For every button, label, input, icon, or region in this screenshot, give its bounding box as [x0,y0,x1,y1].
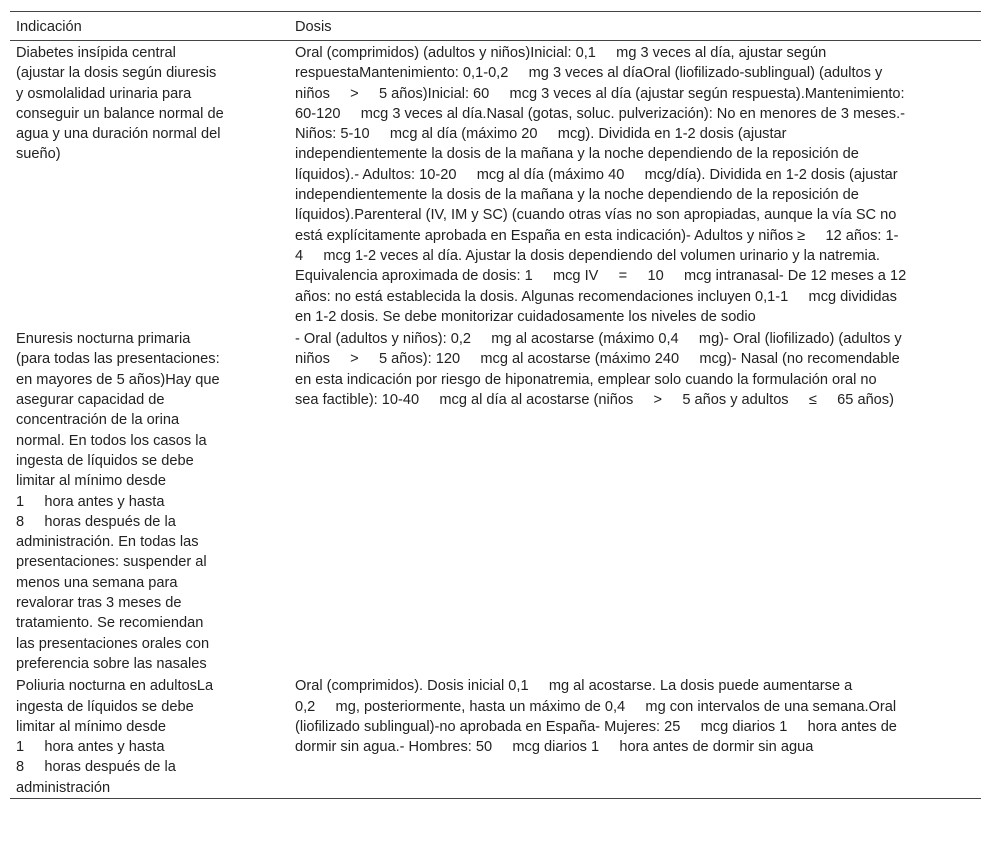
table-row [10,327,981,674]
text-line: 60-120 mcg 3 veces al día.Nasal (gotas, soluc. pulverización): No en menores de 3 meses.- [295,105,905,122]
text-line: Equivalencia aproximada de dosis: 1 mcg IV = 10 mcg intranasal- De 12 meses a 12 [295,268,907,285]
text-line: está explícitamente aprobada en España en esta indicación)- Adultos y niños ≥ 12 años: 1- [295,227,899,244]
text-line: 0,2 mg, posteriormente, hasta un máximo de 0,4 mg con intervalos de una semana.Oral [295,698,897,715]
text-line: 1 hora antes y hasta [16,739,165,756]
text-line: - Oral (adultos y niños): 0,2 mg al acostarse (máximo 0,4 mg)- Oral (liofilizado) (adultos y [295,331,902,348]
dosage-table [10,11,981,799]
dosis-cell [289,41,981,328]
text-line: niños > 5 años)Inicial: 60 mcg 3 veces al día (ajustar según respuesta).Mantenimiento: [295,85,905,102]
text-line: (liofilizado sublingual)-no aprobada en España- Mujeres: 25 mcg diarios 1 hora antes de [295,718,897,735]
text-line: líquidos).- Adultos: 10-20 mcg al día (máximo 40 mcg/día). Dividida en 1-2 dosis (ajustar [295,166,898,183]
text-line: dormir sin agua.- Hombres: 50 mcg diarios 1 hora antes de dormir sin agua [295,739,814,756]
text-line: 8 horas después de la [16,513,176,530]
dosis-cell [289,674,981,798]
text-line: concentración de la orina [16,412,180,429]
text-line: Oral (comprimidos). Dosis inicial 0,1 mg al acostarse. La dosis puede aumentarse a [295,678,853,695]
text-line: 1 hora antes y hasta [16,493,165,510]
text-line: y osmolalidad urinaria para [16,85,192,102]
text-line: en 1-2 dosis. Se debe monitorizar cuidadosamente los niveles de sodio [295,308,756,325]
table-row [10,41,981,328]
text-line: en mayores de 5 años)Hay que [16,371,220,388]
indicacion-cell [10,41,289,328]
header-dosis: Dosis [295,18,332,35]
text-line: independientemente la dosis de la mañana y la noche dependiendo de la reposición de [295,146,859,163]
text-line: limitar al mínimo desde [16,473,167,490]
text-line: agua y una duración normal del [16,126,221,143]
text-line: asegurar capacidad de [16,392,165,409]
text-line: las presentaciones orales con [16,635,210,652]
text-line: tratamiento. Se recomiendan [16,615,204,632]
text-line: sea factible): 10-40 mcg al día al acostarse (niños > 5 años y adultos ≤ 65 años) [295,392,894,409]
text-line: ingesta de líquidos se debe [16,698,194,715]
text-line: 8 horas después de la [16,759,176,776]
text-line: Diabetes insípida central [16,45,176,61]
text-line: menos una semana para [16,574,178,591]
text-line: administración [16,779,111,796]
indicacion-cell [10,327,289,674]
text-line: revalorar tras 3 meses de [16,595,182,612]
text-line: limitar al mínimo desde [16,718,167,735]
text-line: Poliuria nocturna en adultosLa [16,678,214,695]
table-row [10,674,981,798]
text-line: presentaciones: suspender al [16,554,207,571]
text-line: niños > 5 años): 120 mcg al acostarse (máximo 240 mcg)- Nasal (no recomendable [295,351,900,368]
text-line: ingesta de líquidos se debe [16,452,194,469]
text-line: normal. En todos los casos la [16,432,207,449]
text-line: preferencia sobre las nasales [16,655,207,672]
indicacion-cell [10,674,289,798]
text-line: años: no está establecida la dosis. Algunas recomendaciones incluyen 0,1-1 mcg divididas [295,288,897,305]
text-line: (ajustar la dosis según diuresis [16,65,217,82]
text-line: administración. En todas las [16,534,199,551]
dosis-cell [289,327,981,674]
text-line: Niños: 5-10 mcg al día (máximo 20 mcg). Dividida en 1-2 dosis (ajustar [295,126,787,143]
text-line: Oral (comprimidos) (adultos y niños)Inicial: 0,1 mg 3 veces al día, ajustar según [295,45,827,61]
text-line: (para todas las presentaciones: [16,351,220,368]
text-line: en esta indicación por riesgo de hiponatremia, emplear solo cuando la formulación oral no [295,371,877,388]
text-line: independientemente la dosis de la mañana y la noche dependiendo de la reposición de [295,187,859,204]
text-line: líquidos).Parenteral (IV, IM y SC) (cuando otras vías no son apropiadas, aunque la vía SC no [295,207,897,224]
text-line: conseguir un balance normal de [16,105,224,122]
table-header-row [10,12,981,41]
text-line: sueño) [16,146,61,163]
text-line: Enuresis nocturna primaria [16,331,191,348]
header-indicacion: Indicación [16,18,82,35]
text-line: 4 mcg 1-2 veces al día. Ajustar la dosis dependiendo del volumen urinario y la natremia. [295,247,880,264]
text-line: respuestaMantenimiento: 0,1-0,2 mg 3 veces al díaOral (liofilizado-sublingual) (adultos y [295,65,883,82]
